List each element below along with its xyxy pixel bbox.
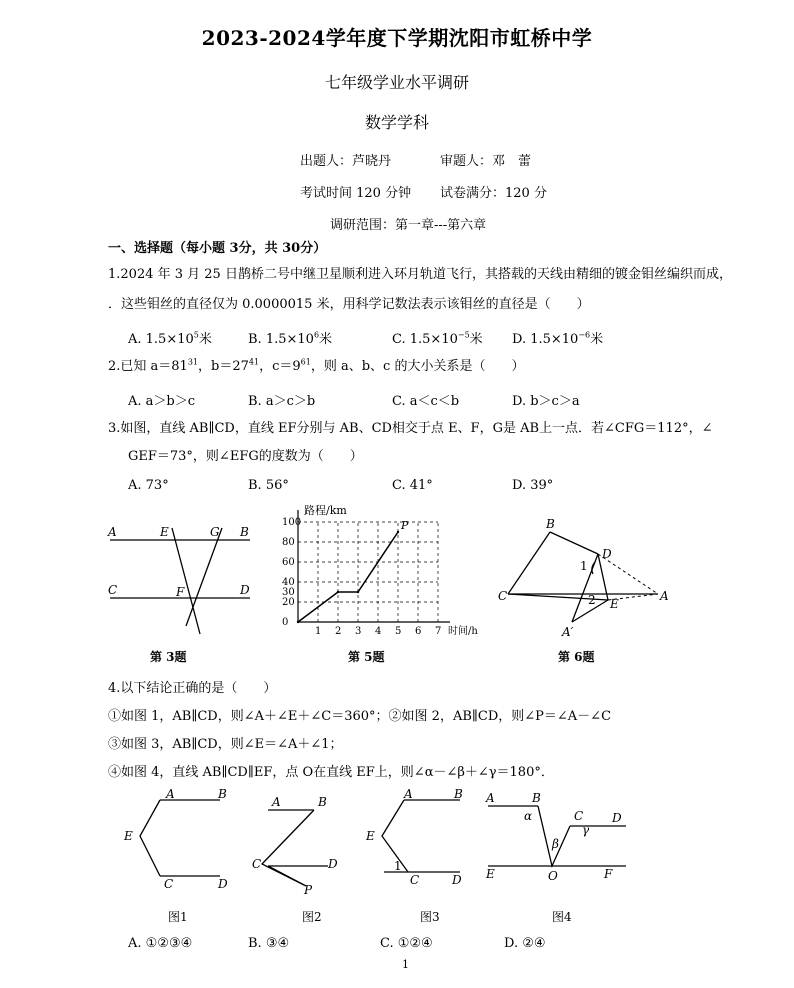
label-B: B xyxy=(240,525,249,539)
label-angle1-3: 1 xyxy=(394,859,402,873)
q4-statement-4: ④如图 4，直线 AB∥CD∥EF，点 O在直线 EF上，则∠α－∠β＋∠γ＝180°． xyxy=(108,765,554,780)
q4-statement-3: ③如图 3，AB∥CD，则∠E＝∠A＋∠1； xyxy=(108,737,343,752)
label-G: G xyxy=(210,525,220,539)
figure-q6 xyxy=(498,512,678,644)
q3-line2: GEF＝73°，则∠EFG的度数为（ ） xyxy=(128,449,363,464)
setter: 出题人：芦晓丹 xyxy=(300,154,392,169)
q4-option-c: C. ①②④ xyxy=(380,936,433,951)
y-tick-label: 0 xyxy=(282,617,289,628)
q3-line1: 3.如图，直线 AB∥CD，直线 EF分别与 AB、CD相交于点 E、F，G是 AB上一点．若∠CFG＝112°，∠ xyxy=(108,421,713,436)
q4-option-b: B. ③④ xyxy=(248,936,290,951)
label-E1: E xyxy=(124,829,133,843)
q4-stem: 4.以下结论正确的是（ ） xyxy=(108,681,277,696)
chart-q5 xyxy=(268,500,488,645)
label-O4: O xyxy=(548,869,558,883)
q1-option-a: A. $1.5\times 10^5$米 xyxy=(128,330,212,347)
label-B4: B xyxy=(532,791,541,805)
label-P2: P xyxy=(304,883,313,897)
q2-option-b: B. a＞c＞b xyxy=(248,394,316,409)
caption-fig6: 第 6题 xyxy=(558,650,595,664)
caption-fig5: 第 5题 xyxy=(348,650,385,664)
annotation-P: P xyxy=(401,519,409,532)
x-tick-label: 6 xyxy=(415,626,422,637)
label-C6: C xyxy=(498,589,508,603)
label-A2: A xyxy=(272,795,281,809)
q2-option-c: C. a＜c＜b xyxy=(392,394,460,409)
series-line xyxy=(298,532,398,622)
x-tick-label: 4 xyxy=(375,626,382,637)
y-tick-label: 40 xyxy=(282,577,295,588)
label-A6prime: A′ xyxy=(562,625,574,639)
q3-option-d: D. 39° xyxy=(512,478,554,493)
y-tick-label: 60 xyxy=(282,557,295,568)
q1-line1: 1.2024 年 3 月 25 日鹊桥二号中继卫星顺利进入环月轨道飞行，其搭载的天线由精细的镀金钼丝编织而成， xyxy=(108,267,732,282)
q1-option-c: C. $1.5\times 10^{-5}$米 xyxy=(392,330,483,347)
q2-option-a: A. a＞b＞c xyxy=(128,394,196,409)
exam-title: 2023-2024学年度下学期沈阳市虹桥中学 xyxy=(201,26,593,50)
figure-4-2 xyxy=(248,790,348,900)
caption-fig-4-4: 图4 xyxy=(552,910,572,924)
label-B1: B xyxy=(218,787,227,801)
label-E6: E xyxy=(610,597,619,611)
label-A1: A xyxy=(166,787,175,801)
reviewer: 审题人：邓 蕾 xyxy=(440,154,532,169)
label-C3: C xyxy=(410,873,420,887)
caption-fig-4-1: 图1 xyxy=(168,910,188,924)
label-angle1: 1 xyxy=(580,559,588,573)
exam-time: 考试时间 120 分钟 xyxy=(300,186,412,201)
x-tick-label: 7 xyxy=(435,626,442,637)
exam-subtitle: 七年级学业水平调研 xyxy=(324,73,469,92)
figure-4-3 xyxy=(364,786,474,896)
section-title: 一、选择题（每小题 3分，共 30分） xyxy=(108,241,327,256)
q4-option-d: D. ②④ xyxy=(504,936,546,951)
label-E4: E xyxy=(486,867,495,881)
label-gamma: γ xyxy=(582,823,590,837)
label-A6: A xyxy=(660,589,669,603)
q3-option-a: A. 73° xyxy=(128,478,169,493)
label-E: E xyxy=(160,525,169,539)
caption-fig3: 第 3题 xyxy=(150,650,187,664)
figure-4-1 xyxy=(120,786,240,896)
label-D3: D xyxy=(452,873,462,887)
full-score: 试卷满分：120 分 xyxy=(440,186,547,201)
y-tick-label: 30 xyxy=(282,587,295,598)
label-C4: C xyxy=(574,809,584,823)
label-angle2: 2 xyxy=(588,593,596,607)
caption-fig-4-2: 图2 xyxy=(302,910,322,924)
label-A4: A xyxy=(486,791,495,805)
exam-subject: 数学学科 xyxy=(364,113,429,132)
figure-q3 xyxy=(100,520,260,640)
q1-option-b: B. $1.5\times 10^6$米 xyxy=(248,330,333,347)
y-tick-label: 20 xyxy=(282,597,295,608)
y-tick-label: 100 xyxy=(282,517,302,528)
caption-fig-4-3: 图3 xyxy=(420,910,440,924)
label-D: D xyxy=(240,583,250,597)
q1-option-d: D. $1.5\times 10^{-6}$米 xyxy=(512,330,604,347)
label-C2: C xyxy=(252,857,262,871)
series-point xyxy=(297,621,299,623)
label-beta: β xyxy=(552,837,559,851)
series-point xyxy=(357,591,359,593)
chart-xlabel: 时间/h xyxy=(448,626,478,637)
x-tick-label: 5 xyxy=(395,626,402,637)
label-A3: A xyxy=(404,787,413,801)
label-B2: B xyxy=(318,795,327,809)
label-E3: E xyxy=(366,829,375,843)
q1-line2: ．这些钼丝的直径仅为 0.0000015 米，用科学记数法表示该钼丝的直径是（ ） xyxy=(108,297,590,312)
label-C1: C xyxy=(164,877,174,891)
chart-ylabel: 路程/km xyxy=(304,504,347,517)
q2-option-d: D. b＞c＞a xyxy=(512,394,580,409)
label-D6: D xyxy=(602,547,612,561)
x-tick-label: 2 xyxy=(335,626,342,637)
x-tick-label: 3 xyxy=(355,626,362,637)
series-point xyxy=(337,591,339,593)
label-D1: D xyxy=(218,877,228,891)
q4-option-a: A. ①②③④ xyxy=(128,936,193,951)
x-tick-label: 1 xyxy=(315,626,322,637)
label-D4: D xyxy=(612,811,622,825)
figure-4-4 xyxy=(478,786,638,896)
label-D2: D xyxy=(328,857,338,871)
q4-statement-1-2: ①如图 1，AB∥CD，则∠A＋∠E＋∠C＝360°；②如图 2，AB∥CD，则∠P＝∠A－∠C xyxy=(108,709,612,724)
label-B6: B xyxy=(546,517,555,531)
label-F4: F xyxy=(604,867,613,881)
label-F: F xyxy=(176,585,185,599)
label-B3: B xyxy=(454,787,463,801)
series-point xyxy=(397,531,399,533)
label-C: C xyxy=(108,583,118,597)
scope: 调研范围：第一章---第六章 xyxy=(330,218,487,233)
y-tick-label: 80 xyxy=(282,537,295,548)
page-number: 1 xyxy=(402,958,409,971)
q3-option-c: C. 41° xyxy=(392,478,433,493)
label-A: A xyxy=(108,525,117,539)
q3-option-b: B. 56° xyxy=(248,478,289,493)
q2-stem: 2.已知 $a=81^{31}$，$b=27^{41}$，$c=9^{61}$，则 a、b、c 的大小关系是（ ） xyxy=(108,357,525,374)
label-alpha: α xyxy=(524,809,533,823)
